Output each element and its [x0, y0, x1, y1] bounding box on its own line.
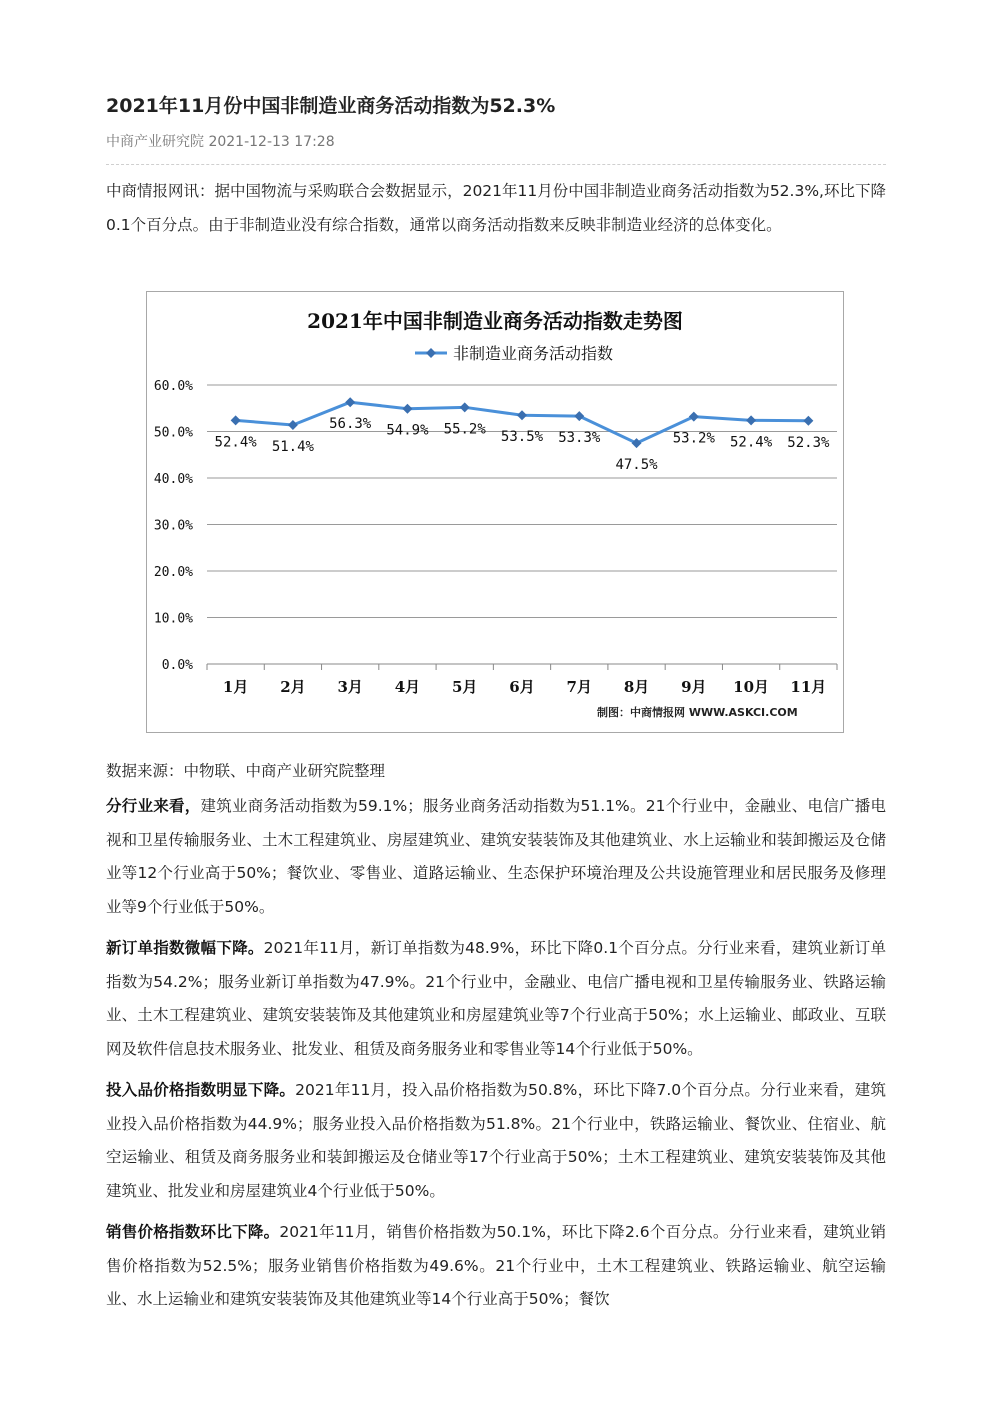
data-label: 47.5% — [615, 457, 658, 474]
y-tick-label: 40.0% — [153, 472, 193, 487]
chart-grid — [207, 385, 837, 664]
x-tick-label: 9月 — [681, 678, 707, 696]
line-chart — [146, 291, 844, 733]
x-tick-label: 6月 — [509, 678, 535, 696]
x-tick-label: 4月 — [394, 678, 421, 696]
y-axis-ticks — [154, 379, 193, 673]
data-label: 53.3% — [558, 430, 601, 447]
section-lead: 投入品价格指数明显下降。 — [106, 1081, 296, 1099]
section-lead: 新订单指数微幅下降。 — [106, 939, 264, 957]
legend-marker — [426, 348, 436, 358]
data-label: 56.3% — [329, 416, 372, 433]
data-point — [345, 397, 355, 407]
data-point — [460, 402, 470, 412]
x-tick-label: 2月 — [280, 678, 306, 696]
article-header — [106, 92, 886, 242]
chart-svg — [147, 292, 843, 732]
y-tick-label: 10.0% — [153, 611, 193, 627]
data-point — [632, 438, 642, 448]
data-labels — [215, 416, 830, 473]
data-point — [517, 410, 527, 420]
x-tick-label: 8月 — [623, 678, 650, 696]
x-tick-label: 7月 — [566, 678, 592, 696]
section-text: 建筑业商务活动指数为59.1%；服务业商务活动指数为51.1%。21个行业中，金融业、电信广播电视和卫星传输服务业、土木工程建筑业、房屋建筑业、建筑安装装饰及其他建筑业、水上运输业和装卸搬运及仓储业等12个行业高于50%；餐饮业、零售业、道路运输业、生态保护环境治理及公共设施管理业和居民服务及修理业等9个行业低于50%。 — [106, 797, 886, 916]
y-tick-label: 50.0% — [153, 425, 193, 441]
data-point — [803, 416, 813, 426]
section-text: 2021年11月，投入品价格指数为50.8%，环比下降7.0个百分点。分行业来看，建筑业投入品价格指数为44.9%；服务业投入品价格指数为51.8%。21个行业中，铁路运输业、餐饮业、住宿业、航空运输业、租赁及商务服务业和装卸搬运及仓储业等17个行业高于50%；土木工程建筑业、建筑安装装饰及其他建筑业、批发业和房屋建筑业4个行业低于50%。 — [106, 1081, 886, 1200]
chart-footnote: 制图：中商情报网 WWW.ASKCI.COM — [597, 706, 798, 719]
y-tick-label: 30.0% — [153, 518, 193, 534]
y-tick-label: 60.0% — [153, 379, 193, 394]
article-body — [106, 790, 886, 1325]
divider — [106, 164, 886, 165]
section-paragraph — [106, 1216, 886, 1317]
article-title: 2021年11月份中国非制造业商务活动指数为52.3% — [106, 95, 556, 117]
data-label: 53.5% — [500, 429, 544, 446]
data-label: 52.4% — [730, 434, 773, 451]
x-tick-label: 5月 — [452, 678, 478, 696]
data-point — [746, 415, 756, 425]
section-paragraph — [106, 790, 886, 924]
y-tick-label: 0.0% — [161, 658, 193, 673]
data-point — [402, 404, 412, 414]
data-point — [288, 420, 298, 430]
legend-label: 非制造业商务活动指数 — [453, 344, 614, 363]
data-point — [231, 415, 241, 425]
data-label: 52.4% — [214, 434, 257, 451]
section-lead: 分行业来看， — [106, 797, 201, 815]
chart-title: 2021年中国非制造业商务活动指数走势图 — [307, 309, 683, 333]
data-label: 51.4% — [271, 438, 314, 455]
chart-legend — [415, 344, 613, 363]
data-point — [689, 412, 699, 422]
section-text: 2021年11月，新订单指数为48.9%，环比下降0.1个百分点。分行业来看，建筑业新订单指数为54.2%；服务业新订单指数为47.9%。21个行业中，金融业、电信广播电视和卫星传输服务业、铁路运输业、土木工程建筑业、建筑安装装饰及其他建筑业和房屋建筑业等7个行业高于50%；水上运输业、邮政业、互联网及软件信息技术服务业、批发业、租赁及商务服务业和零售业等14个行业低于50%。 — [106, 939, 886, 1058]
x-axis-ticks — [207, 664, 837, 696]
section-paragraph — [106, 932, 886, 1066]
data-label: 53.2% — [672, 430, 715, 447]
data-point — [574, 411, 584, 421]
section-paragraph — [106, 1074, 886, 1208]
data-label: 54.9% — [386, 422, 429, 439]
intro-paragraph: 中商情报网讯：据中国物流与采购联合会数据显示，2021年11月份中国非制造业商务活动指数为52.3%,环比下降0.1个百分点。由于非制造业没有综合指数，通常以商务活动指数来反映非制造业经济的总体变化。 — [106, 182, 886, 234]
x-tick-label: 10月 — [733, 678, 770, 696]
section-lead: 销售价格指数环比下降。 — [106, 1223, 280, 1241]
x-tick-label: 1月 — [222, 678, 249, 696]
data-label: 55.2% — [443, 421, 486, 438]
data-label: 52.3% — [787, 434, 830, 451]
section-text: 2021年11月，销售价格指数为50.1%，环比下降2.6个百分点。分行业来看，建筑业销售价格指数为52.5%；服务业销售价格指数为49.6%。21个行业中，土木工程建筑业、铁路运输业、航空运输业、水上运输业和建筑安装装饰及其他建筑业等14个行业高于50%；餐饮 — [106, 1223, 886, 1308]
x-tick-label: 3月 — [337, 678, 363, 696]
data-source: 数据来源：中物联、中商产业研究院整理 — [106, 762, 386, 780]
article-meta: 中商产业研究院 2021-12-13 17:28 — [106, 134, 335, 150]
y-tick-label: 20.0% — [153, 565, 193, 580]
x-tick-label: 11月 — [790, 678, 827, 696]
